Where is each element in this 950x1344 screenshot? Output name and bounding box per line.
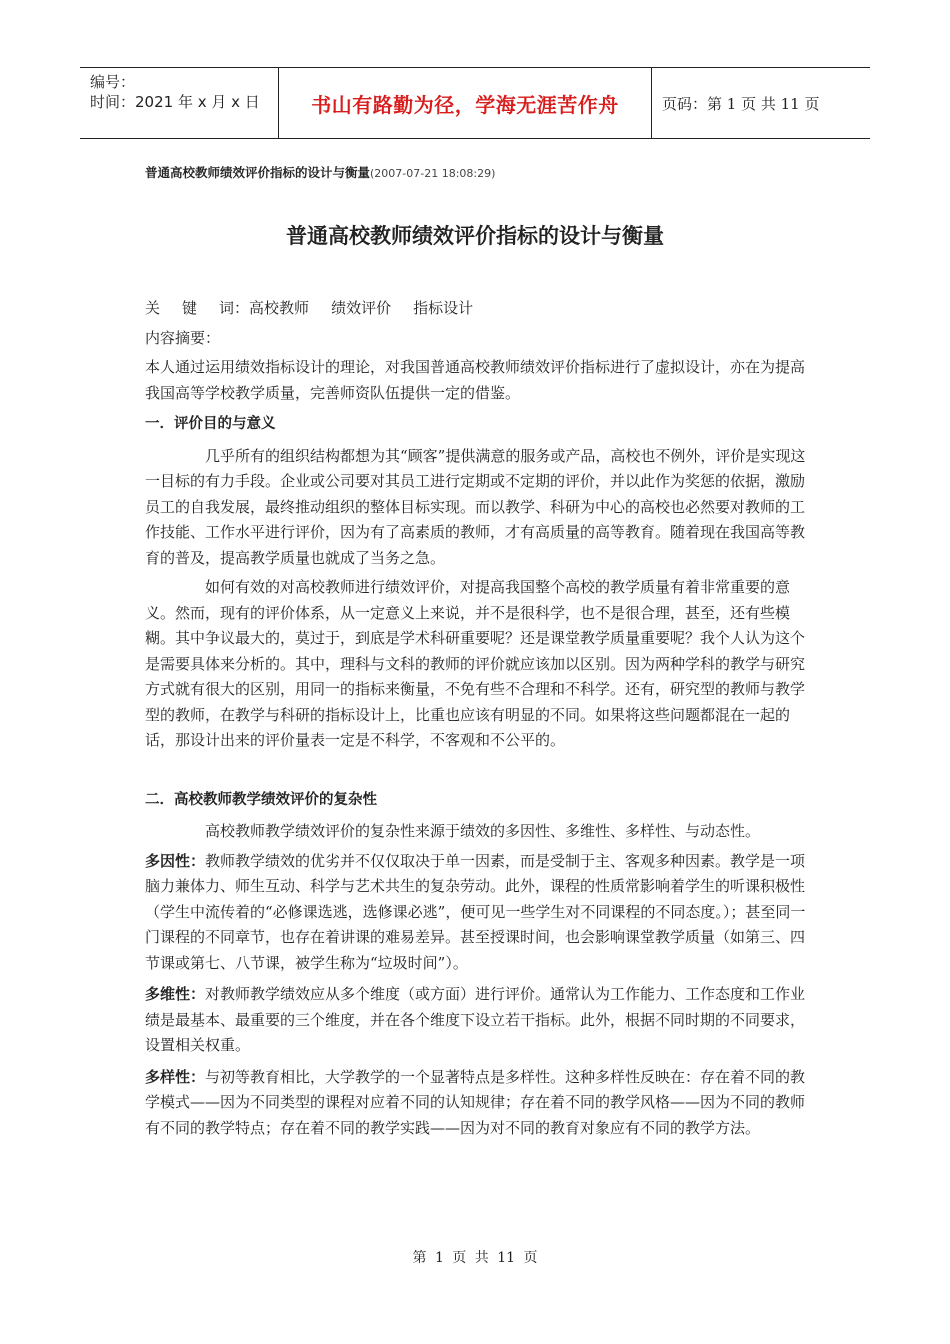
page-header: [80, 67, 870, 139]
keyword-item: 指标设计: [413, 299, 474, 317]
section1-paragraph: 几乎所有的组织结构都想为其“顾客”提供满意的服务或产品，高校也不例外，评价是实现这一目标的有力手段。企业或公司要对其员工进行定期或不定期的评价，并以此作为奖惩的依据，激励员工的自我发展，最终推动组织的整体目标实现。而以教学、科研为中心的高校也必然要对教师的工作技能、工作水平进行评价，因为有了高素质的教师，才有高质量的高等教育。随着现在我国高等教育的普及，提高教学质量也就成了当务之急。: [145, 446, 806, 567]
source-title: 普通高校教师绩效评价指标的设计与衡量: [145, 165, 371, 180]
section2-heading: 二．高校教师教学绩效评价的复杂性: [145, 791, 377, 808]
source-line: [145, 163, 495, 181]
header-motto: 书山有路勤为径，学海无涯苦作舟: [279, 68, 652, 138]
source-timestamp: (2007-07-21 18:08:29): [370, 167, 496, 180]
page-footer: 第 1 页 共 11 页: [412, 1250, 538, 1266]
section2-item: [145, 1065, 810, 1142]
section2-item: [145, 982, 810, 1059]
item-term: 多维性：: [145, 985, 206, 1003]
number-label: 编号：: [90, 73, 136, 91]
keywords-label-char: 关: [145, 299, 161, 317]
item-text: 教师教学绩效的优劣并不仅仅取决于单一因素，而是受制于主、客观多种因素。教学是一项脑力兼体力、师生互动、科学与艺术共生的复杂劳动。此外，课程的性质常影响着学生的听课积极性（学生中流传着的“必修课选逃，选修课必逃”，便可见一些学生对不同课程的不同态度。）；甚至同一门课程的不同章节，也存在着讲课的难易差异。甚至授课时间，也会影响课堂教学质量（如第三、四节课或第七、八节课，被学生称为“垃圾时间”）。: [145, 851, 806, 972]
header-meta: [80, 68, 279, 138]
keyword-item: 绩效评价: [331, 299, 392, 317]
section1-heading: 一．评价目的与意义: [145, 416, 276, 432]
abstract-label: 内容摘要：: [145, 328, 221, 347]
section1-paragraph: 如何有效的对高校教师进行绩效评价，对提高我国整个高校的教学质量有着非常重要的意义。然而，现有的评价体系，从一定意义上来说，并不是很科学，也不是很合理，甚至，还有些模糊。其中争议最大的，莫过于，到底是学术科研重要呢？还是课堂教学质量重要呢？我个人认为这个是需要具体来分析的。其中，理科与文科的教师的评价就应该加以区别。因为两种学科的教学与研究方式就有很大的区别，用同一的指标来衡量，不免有些不合理和不科学。还有，研究型的教师与教学型的教师，在教学与科研的指标设计上，比重也应该有明显的不同。如果将这些问题都混在一起的话，那设计出来的评价量表一定是不科学，不客观和不公平的。: [145, 578, 806, 749]
item-text: 对教师教学绩效应从多个维度（或方面）进行评价。通常认为工作能力、工作态度和工作业绩是最基本、最重要的三个维度，并在各个维度下设立若干指标。此外，根据不同时期的不同要求，设置相关权重。: [145, 985, 806, 1054]
keywords-row: [145, 296, 810, 322]
date-label: 时间：2021 年 x 月 x 日: [90, 93, 260, 111]
section2-item: [145, 849, 810, 977]
item-term: 多因性：: [145, 851, 206, 870]
keyword-item: 高校教师: [249, 299, 310, 317]
keywords-label-char: 键: [182, 299, 198, 317]
page-title: 普通高校教师绩效评价指标的设计与衡量: [286, 224, 664, 248]
document-body: [145, 296, 810, 1141]
item-text: 与初等教育相比，大学教学的一个显著特点是多样性。这种多样性反映在：存在着不同的教学模式——因为不同类型的课程对应着不同的认知规律；存在着不同的教学风格——因为不同的教师有不同的教学特点；存在着不同的教学实践——因为对不同的教育对象应有不同的教学方法。: [145, 1067, 806, 1137]
item-term: 多样性：: [145, 1067, 206, 1086]
header-page-info: 页码：第 1 页 共 11 页: [662, 94, 820, 113]
section2-intro: 高校教师教学绩效评价的复杂性来源于绩效的多因性、多维性、多样性、与动态性。: [205, 822, 761, 840]
abstract-text: 本人通过运用绩效指标设计的理论，对我国普通高校教师绩效评价指标进行了虚拟设计，亦在为提高我国高等学校教学质量，完善师资队伍提供一定的借鉴。: [145, 358, 806, 402]
keywords-label-char: 词：: [219, 299, 250, 317]
keywords-label: [145, 296, 249, 322]
